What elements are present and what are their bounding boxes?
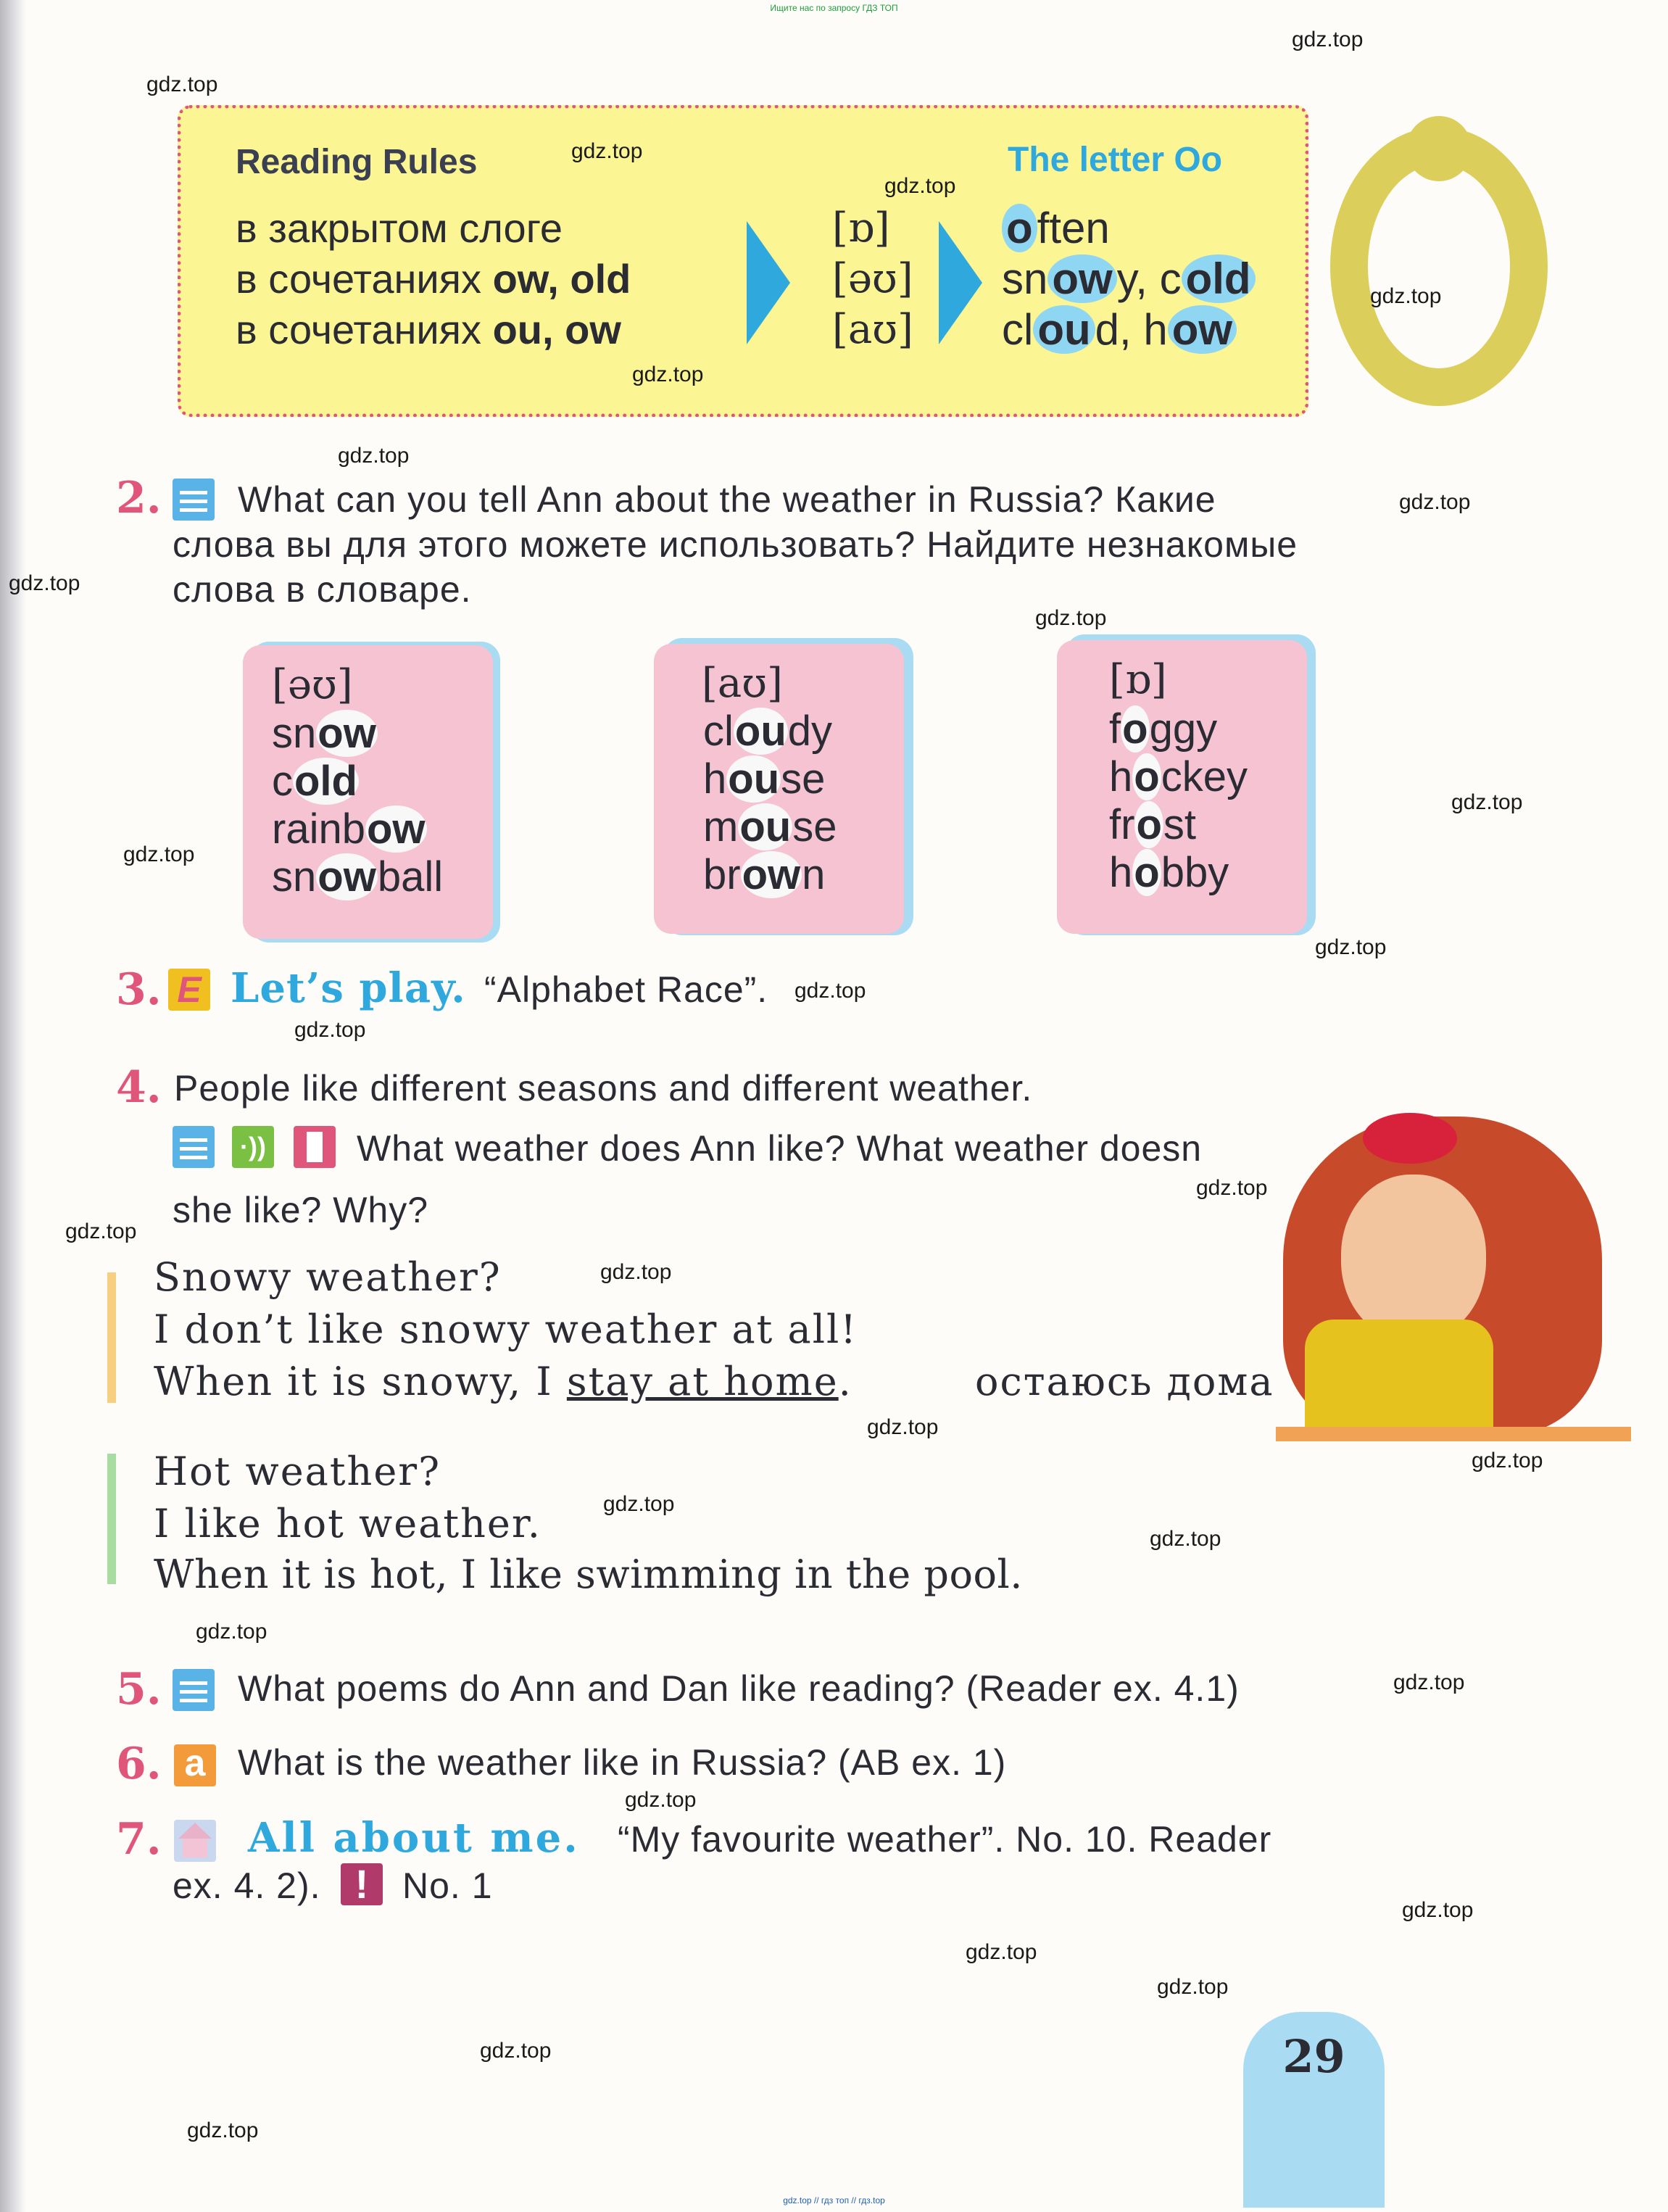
watermark: gdz.top — [480, 2039, 552, 2063]
exercise-4-line-1: People like different seasons and different weather. — [174, 1068, 1033, 1109]
watermark: gdz.top — [1292, 28, 1364, 51]
book-icon — [173, 1669, 215, 1711]
talk-icon — [294, 1126, 336, 1168]
exercise-7-number: 7. — [116, 1814, 162, 1865]
top-note: Ищите нас по запросу ГДЗ ТОП — [770, 3, 898, 13]
card-3-word-2: hockey — [1109, 753, 1248, 800]
phonetic-2: [əʊ] — [832, 255, 913, 302]
watermark: gdz.top — [966, 1940, 1037, 1964]
card-3-word-1: foggy — [1109, 705, 1218, 753]
exercise-2-line-2: слова вы для этого можете использовать? Найдите незнакомые — [173, 524, 1298, 565]
watermark: gdz.top — [603, 1492, 675, 1516]
watermark: gdz.top — [1472, 1449, 1543, 1472]
exercise-5-number: 5. — [116, 1664, 162, 1715]
poem-1-line-2: I don’t like snowy weather at all! — [154, 1306, 858, 1352]
phonetic-3: [aʊ] — [832, 306, 913, 353]
exercise-6-number: 6. — [116, 1739, 162, 1789]
watermark: gdz.top — [338, 444, 410, 468]
arrow-right-icon — [747, 221, 790, 344]
watermark: gdz.top — [1399, 490, 1471, 514]
card-1-word-1: snow — [272, 710, 376, 757]
rule-line-2: в сочетаниях ow, old — [236, 256, 631, 302]
exclamation-icon: ! — [341, 1863, 383, 1905]
girl-shirt — [1305, 1320, 1493, 1428]
exercise-4-number: 4. — [116, 1062, 162, 1113]
poem-2-line-1: Hot weather? — [154, 1449, 441, 1494]
example-1: o ften — [1002, 203, 1110, 253]
girl-face — [1341, 1175, 1486, 1341]
reading-rules-title: Reading Rules — [236, 143, 478, 181]
book-icon — [173, 479, 215, 521]
watermark: gdz.top — [867, 1415, 939, 1439]
watermark: gdz.top — [794, 979, 866, 1003]
watermark: gdz.top — [1370, 284, 1442, 308]
letter-o-face — [1406, 116, 1472, 181]
shelf — [1276, 1427, 1631, 1441]
poem-1-bar — [107, 1272, 116, 1403]
card-2-word-2: house — [703, 755, 826, 803]
girl-bow — [1363, 1113, 1457, 1164]
exercise-7-text-3: No. 1 — [402, 1865, 493, 1906]
exercise-5-text: What poems do Ann and Dan like reading? (Reader ex. 4.1) — [238, 1668, 1240, 1709]
gloss-translation: остаюсь дома — [975, 1359, 1274, 1404]
card-3-phonetic: [ɒ] — [1109, 656, 1167, 703]
rule-line-3: в сочетаниях ou, ow — [236, 307, 621, 352]
watermark: gdz.top — [1196, 1176, 1268, 1200]
watermark: gdz.top — [294, 1018, 366, 1042]
arrow-right-icon — [939, 221, 982, 344]
watermark: gdz.top — [187, 2118, 259, 2142]
poem-1-line-1: Snowy weather? — [154, 1254, 502, 1300]
watermark: gdz.top — [1393, 1670, 1465, 1694]
exercise-3-text: “Alphabet Race”. — [484, 969, 768, 1010]
rule-line-1: в закрытом слоге — [236, 205, 563, 251]
example-3: cl ou d, h ow — [1002, 305, 1237, 355]
exercise-2-line-3: слова в словаре. — [173, 569, 472, 610]
page-edge-shadow — [0, 0, 26, 2212]
phonetic-1: [ɒ] — [832, 204, 890, 252]
watermark: gdz.top — [1402, 1898, 1474, 1922]
card-2-word-3: mouse — [703, 803, 837, 850]
page-number: 29 — [1282, 2030, 1345, 2083]
card-2-word-1: cloudy — [703, 708, 833, 755]
watermark: gdz.top — [196, 1620, 267, 1644]
poem-2-line-2: I like hot weather. — [154, 1501, 542, 1546]
example-2: sn ow y, c old — [1002, 254, 1256, 304]
card-1-word-4: snowball — [272, 853, 444, 900]
all-about-me-title: All about me. — [248, 1814, 580, 1862]
card-1-word-2: cold — [272, 758, 357, 805]
watermark: gdz.top — [884, 174, 956, 198]
house-icon — [174, 1820, 216, 1862]
activity-book-icon: a — [174, 1744, 216, 1786]
exercise-2-line-1: What can you tell Ann about the weather in Russia? Какие — [238, 479, 1216, 520]
watermark: gdz.top — [146, 73, 218, 96]
watermark: gdz.top — [1315, 935, 1387, 959]
lets-play-title: Let’s play. — [231, 964, 466, 1012]
sound-icon: ·)) — [232, 1126, 274, 1168]
card-2-word-4: brown — [703, 851, 826, 898]
watermark: gdz.top — [571, 139, 643, 163]
exercise-4-line-3: she like? Why? — [173, 1190, 429, 1230]
poem-2-line-3: When it is hot, I like swimming in the pool. — [154, 1552, 1023, 1597]
poem-2-bar — [107, 1454, 116, 1584]
card-3-word-3: frost — [1109, 801, 1196, 848]
card-3-word-4: hobby — [1109, 849, 1229, 896]
exercise-6-text: What is the weather like in Russia? (AB ex. 1) — [238, 1742, 1007, 1783]
book-icon — [173, 1126, 215, 1168]
bottom-note: gdz.top // гдз топ // гдз.top — [783, 2195, 885, 2205]
exercise-2-number: 2. — [116, 473, 162, 523]
poem-1-line-3: When it is snowy, I stay at home. — [154, 1359, 852, 1404]
exercise-7-text-1: “My favourite weather”. No. 10. Reader — [618, 1819, 1272, 1860]
watermark: gdz.top — [123, 842, 195, 866]
game-icon: E — [168, 969, 210, 1011]
watermark: gdz.top — [1451, 790, 1523, 814]
watermark: gdz.top — [632, 363, 704, 386]
card-1-word-3: rainbow — [272, 805, 426, 853]
watermark: gdz.top — [1157, 1975, 1229, 1999]
exercise-4-line-2: What weather does Ann like? What weather doesn — [357, 1128, 1203, 1169]
card-1-phonetic: [əʊ] — [272, 661, 353, 708]
watermark: gdz.top — [625, 1788, 697, 1812]
watermark: gdz.top — [1150, 1527, 1221, 1551]
letter-title: The letter Oo — [1008, 141, 1223, 179]
watermark: gdz.top — [1035, 606, 1107, 630]
watermark: gdz.top — [65, 1219, 137, 1243]
watermark: gdz.top — [600, 1260, 672, 1284]
card-2-phonetic: [aʊ] — [702, 660, 783, 707]
exercise-7-text-2: ex. 4. 2). — [173, 1865, 321, 1906]
watermark: gdz.top — [9, 571, 80, 595]
exercise-3-number: 3. — [116, 964, 162, 1015]
